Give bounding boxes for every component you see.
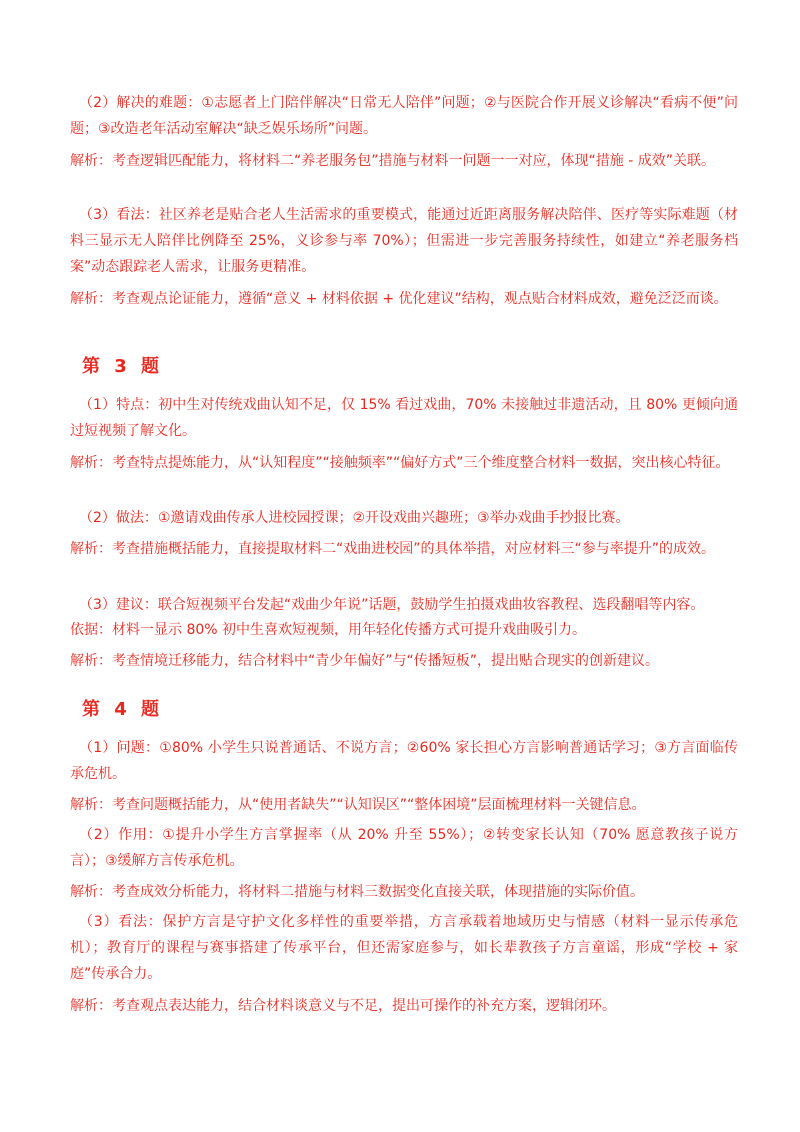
q3-part3-analysis: 解析：考查情境迁移能力，结合材料中“青少年偏好”与“传播短板”，提出贴合现实的创新建议。 <box>70 653 660 669</box>
q3-part3-answer: （3）建议：联合短视频平台发起“戏曲少年说”话题，鼓励学生拍摄戏曲妆容教程、选段翻唱等内容。 <box>79 597 705 613</box>
q3-part2-analysis: 解析：考查措施概括能力，直接提取材料二“戏曲进校园”的具体举措，对应材料三“参与率提升”的成效。 <box>70 541 716 557</box>
q2-part2-analysis: 解析：考查逻辑匹配能力，将材料二“养老服务包”措施与材料一问题一一对应，体现“措施 - 成效”关联。 <box>70 153 715 169</box>
q4-part3-answer: （3）看法：保护方言是守护文化多样性的重要举措，方言承载着地域历史与情感（材料一显示传承危机）；教育厅的课程与赛事搭建了传承平台，但还需家庭参与，如长辈教孩子方言童谣，形成“学校 + 家庭”传承合力。 <box>70 914 738 982</box>
q3-part1-answer: （1）特点：初中生对传统戏曲认知不足，仅 15% 看过戏曲，70% 未接触过非遗活动，且 80% 更倾向通过短视频了解文化。 <box>70 397 738 439</box>
q3-part1-analysis: 解析：考查特点提炼能力，从“认知程度”“接触频率”“偏好方式”三个维度整合材料一数据，突出核心特征。 <box>70 455 730 471</box>
q3-part2-answer: （2）做法：①邀请戏曲传承人进校园授课；②开设戏曲兴趣班；③举办戏曲手抄报比赛。 <box>79 510 630 526</box>
q2-part3-analysis: 解析：考查观点论证能力，遵循“意义 + 材料依据 + 优化建议”结构，观点贴合材料成效，避免泛泛而谈。 <box>70 291 728 307</box>
q4-part2-answer: （2）作用：①提升小学生方言掌握率（从 20% 升至 55%）；②转变家长认知（70% 愿意教孩子说方言）；③缓解方言传承危机。 <box>70 827 738 869</box>
q3-part3-basis: 依据：材料一显示 80% 初中生喜欢短视频，用年轻化传播方式可提升戏曲吸引力。 <box>70 622 587 638</box>
q4-part1-answer: （1）问题：①80% 小学生只说普通话、不说方言；②60% 家长担心方言影响普通话学习；③方言面临传承危机。 <box>70 740 738 782</box>
q3-heading: 第 3 题 <box>82 356 164 377</box>
q2-part3-answer: （3）看法：社区养老是贴合老人生活需求的重要模式，能通过近距离服务解决陪伴、医疗等实际难题（材料三显示无人陪伴比例降至 25%，义诊参与率 70%）；但需进一步完善服务持续性，如建立“养老服务档案”动态跟踪老人需求，让服务更精准。 <box>70 207 738 275</box>
q4-part1-analysis: 解析：考查问题概括能力，从“使用者缺失”“认知误区”“整体困境”层面梳理材料一关键信息。 <box>70 797 646 813</box>
q4-part2-analysis: 解析：考查成效分析能力，将材料二措施与材料三数据变化直接关联，体现措施的实际价值。 <box>70 884 644 900</box>
q4-heading: 第 4 题 <box>82 699 164 720</box>
q2-part2-answer: （2）解决的难题：①志愿者上门陪伴解决“日常无人陪伴”问题；②与医院合作开展义诊解决“看病不便”问题；③改造老年活动室解决“缺乏娱乐场所”问题。 <box>70 95 738 137</box>
q4-part3-analysis: 解析：考查观点表达能力，结合材料谈意义与不足，提出可操作的补充方案，逻辑闭环。 <box>70 998 616 1014</box>
